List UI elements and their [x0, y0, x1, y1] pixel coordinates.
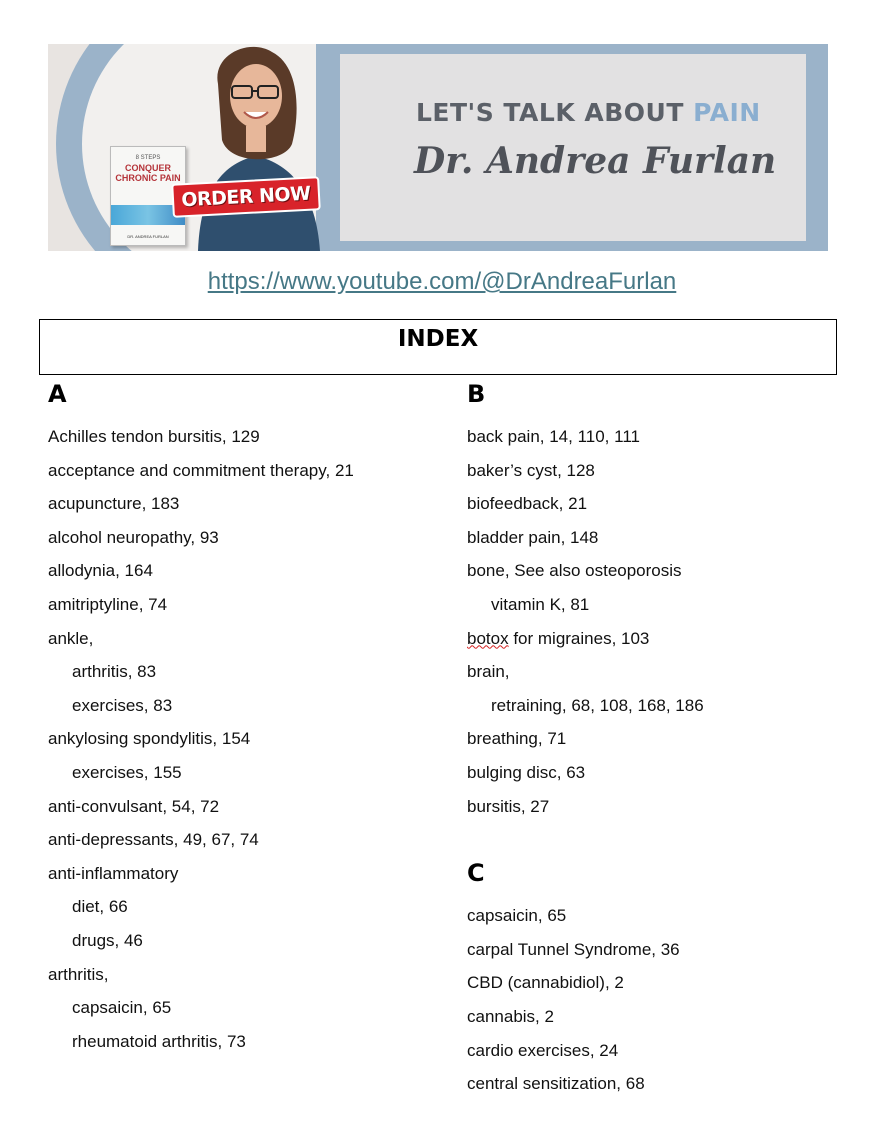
index-entry: ankylosing spondylitis, 154 — [48, 729, 251, 749]
index-entry: biofeedback, 21 — [467, 494, 588, 514]
index-subentry: exercises, 155 — [72, 762, 182, 782]
index-entry: central sensitization, 68 — [467, 1074, 645, 1094]
index-entry: acceptance and commitment therapy, 21 — [48, 460, 354, 480]
index-entry: capsaicin, 65 — [467, 906, 567, 926]
book-cover: 8 STEPS CONQUER CHRONIC PAIN DR. ANDREA FURLAN — [110, 146, 186, 246]
index-subentry: arthritis, 83 — [72, 662, 157, 682]
index-subentry: vitamin K, 81 — [491, 594, 590, 614]
index-entry: bladder pain, 148 — [467, 527, 599, 547]
index-entry: bulging disc, 63 — [467, 762, 586, 782]
index-entry: anti-convulsant, 54, 72 — [48, 796, 220, 816]
index-column-b — [467, 376, 867, 1101]
index-subentry: capsaicin, 65 — [72, 998, 172, 1018]
index-entry: amitriptyline, 74 — [48, 594, 168, 614]
index-entry: brain, — [467, 662, 510, 682]
index-entry: baker’s cyst, 128 — [467, 460, 595, 480]
index-entry: CBD (cannabidiol), 2 — [467, 973, 624, 993]
index-entry: anti-inflammatory — [48, 863, 179, 883]
banner-author-name: Dr. Andrea Furlan — [414, 140, 777, 182]
index-entry: bursitis, 27 — [467, 796, 550, 816]
youtube-channel-link[interactable]: https://www.youtube.com/@DrAndreaFurlan — [207, 268, 677, 295]
index-subentry: retraining, 68, 108, 168, 186 — [491, 695, 704, 715]
index-entry: alcohol neuropathy, 93 — [48, 527, 219, 547]
index-entry: cannabis, 2 — [467, 1006, 554, 1026]
entry-list-c — [467, 899, 867, 1101]
index-entry: arthritis, — [48, 964, 109, 984]
index-subentry: diet, 66 — [72, 897, 128, 917]
index-subentry: rheumatoid arthritis, 73 — [72, 1031, 246, 1051]
index-entry: bone, See also osteoporosis — [467, 561, 682, 581]
section-letter-a: A — [48, 380, 67, 408]
promo-banner[interactable] — [48, 44, 828, 251]
entry-list-a — [48, 420, 448, 1058]
index-subentry: exercises, 83 — [72, 695, 173, 715]
index-entry: breathing, 71 — [467, 729, 567, 749]
index-column-a — [48, 376, 448, 1058]
index-entry: cardio exercises, 24 — [467, 1040, 619, 1060]
index-entry: acupuncture, 183 — [48, 494, 180, 514]
index-entry — [467, 622, 867, 656]
index-heading-box — [39, 319, 837, 375]
index-entry: carpal Tunnel Syndrome, 36 — [467, 939, 680, 959]
section-letter-c: C — [467, 859, 485, 888]
banner-heading: LET'S TALK ABOUT PAIN — [416, 98, 761, 127]
index-entry: Achilles tendon bursitis, 129 — [48, 427, 260, 446]
index-entry: back pain, 14, 110, 111 — [467, 427, 640, 446]
section-letter-b: B — [467, 380, 486, 408]
index-title: INDEX — [397, 326, 479, 352]
author-photo — [160, 44, 350, 251]
spellcheck-flagged-word: botox — [467, 628, 509, 648]
index-entry: allodynia, 164 — [48, 561, 153, 581]
entry-text: for migraines, 103 — [508, 628, 650, 648]
index-subentry: drugs, 46 — [72, 930, 143, 950]
index-entry: anti-depressants, 49, 67, 74 — [48, 830, 259, 850]
index-entry: ankle, — [48, 628, 94, 648]
order-now-button[interactable]: ORDER NOW — [171, 176, 321, 218]
entry-list-b — [467, 420, 867, 823]
